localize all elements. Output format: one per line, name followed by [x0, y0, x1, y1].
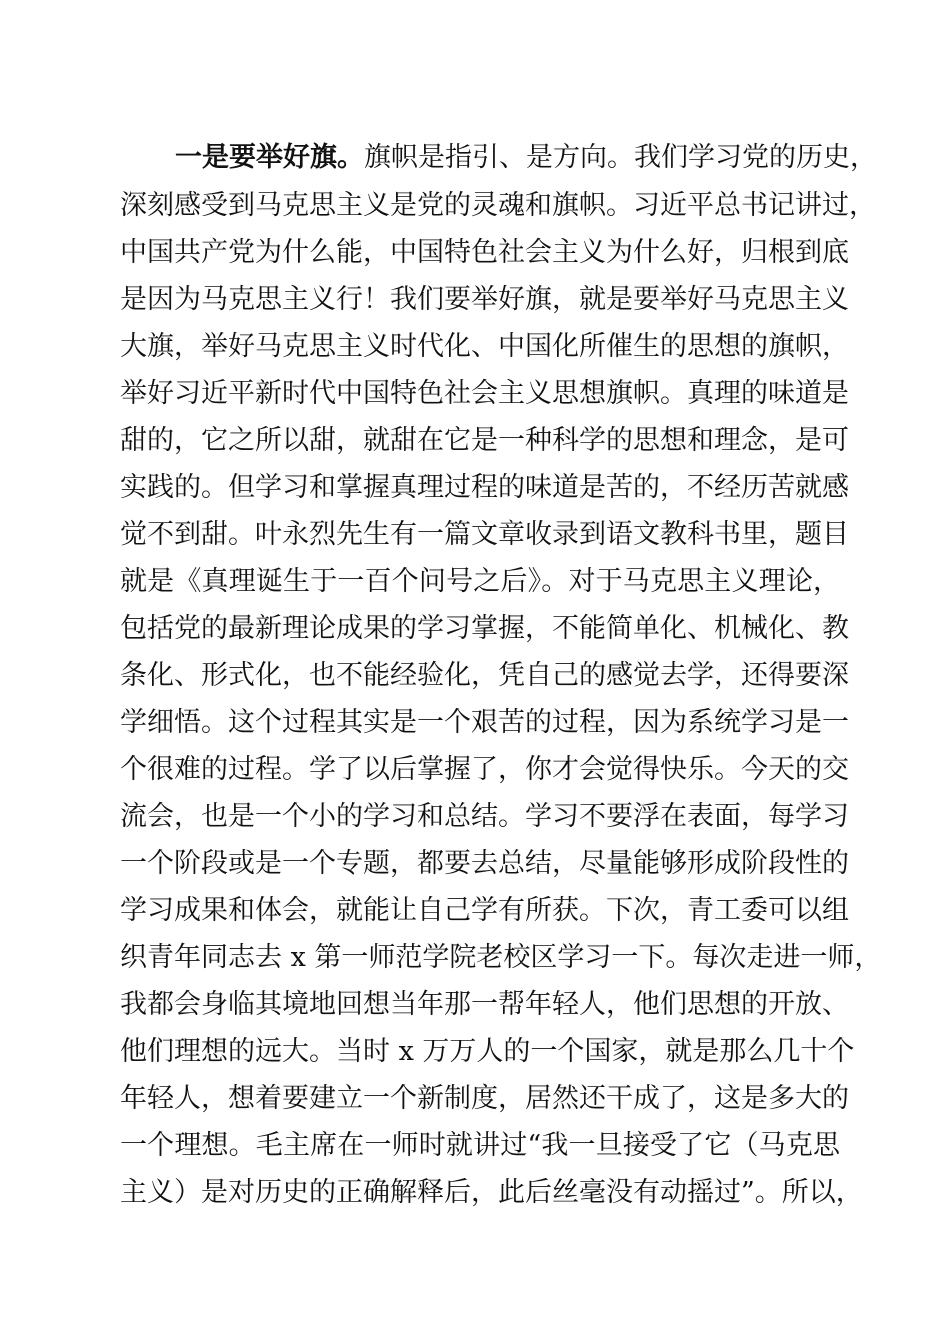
paragraph-line: 大旗，举好马克思主义时代化、中国化所催生的思想的旗帜，: [120, 331, 849, 362]
paragraph-line: 年轻人，想着要建立一个新制度，居然还干成了，这是多大的: [120, 1083, 849, 1114]
paragraph-line: 深刻感受到马克思主义是党的灵魂和旗帜。习近平总书记讲过，: [120, 190, 876, 221]
paragraph-line: 甜的，它之所以甜，就甜在它是一种科学的思想和理念，是可: [120, 425, 849, 456]
paragraph-line: 觉不到甜。叶永烈先生有一篇文章收录到语文教科书里，题目: [120, 519, 849, 550]
paragraph-line: 条化、形式化，也不能经验化，凭自己的感觉去学，还得要深: [120, 660, 849, 691]
paragraph-line: 织青年同志去 x 第一师范学院老校区学习一下。每次走进一师，: [120, 942, 882, 973]
paragraph-line: 他们理想的远大。当时 x 万万人的一个国家，就是那么几十个: [120, 1036, 855, 1067]
lead-heading: 一是要举好旗。: [175, 142, 364, 173]
paragraph-line: 实践的。但学习和掌握真理过程的味道是苦的，不经历苦就感: [120, 472, 849, 503]
paragraph-line: 主义）是对历史的正确解释后，此后丝毫没有动摇过”。所以，: [120, 1177, 863, 1208]
line-text: 旗帜是指引、是方向。我们学习党的历史，: [364, 142, 877, 173]
paragraph-line: 个很难的过程。学了以后掌握了，你才会觉得快乐。今天的交: [120, 754, 849, 785]
paragraph-line: 一个理想。毛主席在一师时就讲过“我一旦接受了它（马克思: [120, 1130, 840, 1161]
paragraph-line: 包括党的最新理论成果的学习掌握，不能简单化、机械化、教: [120, 613, 849, 644]
paragraph-line: 中国共产党为什么能，中国特色社会主义为什么好，归根到底: [120, 237, 849, 268]
paragraph-line: [175, 134, 877, 182]
paragraph-line: 学细悟。这个过程其实是一个艰苦的过程，因为系统学习是一: [120, 707, 849, 738]
paragraph-line: 我都会身临其境地回想当年那一帮年轻人，他们思想的开放、: [120, 989, 849, 1020]
paragraph-line: 流会，也是一个小的学习和总结。学习不要浮在表面，每学习: [120, 801, 849, 832]
paragraph-line: 就是《真理诞生于一百个问号之后》。对于马克思主义理论，: [120, 566, 840, 597]
paragraph-line: 举好习近平新时代中国特色社会主义思想旗帜。真理的味道是: [120, 378, 849, 409]
paragraph-line: 是因为马克思主义行！我们要举好旗，就是要举好马克思主义: [120, 284, 849, 315]
paragraph-line: 一个阶段或是一个专题，都要去总结，尽量能够形成阶段性的: [120, 848, 849, 879]
paragraph-line: 学习成果和体会，就能让自己学有所获。下次，青工委可以组: [120, 895, 849, 926]
